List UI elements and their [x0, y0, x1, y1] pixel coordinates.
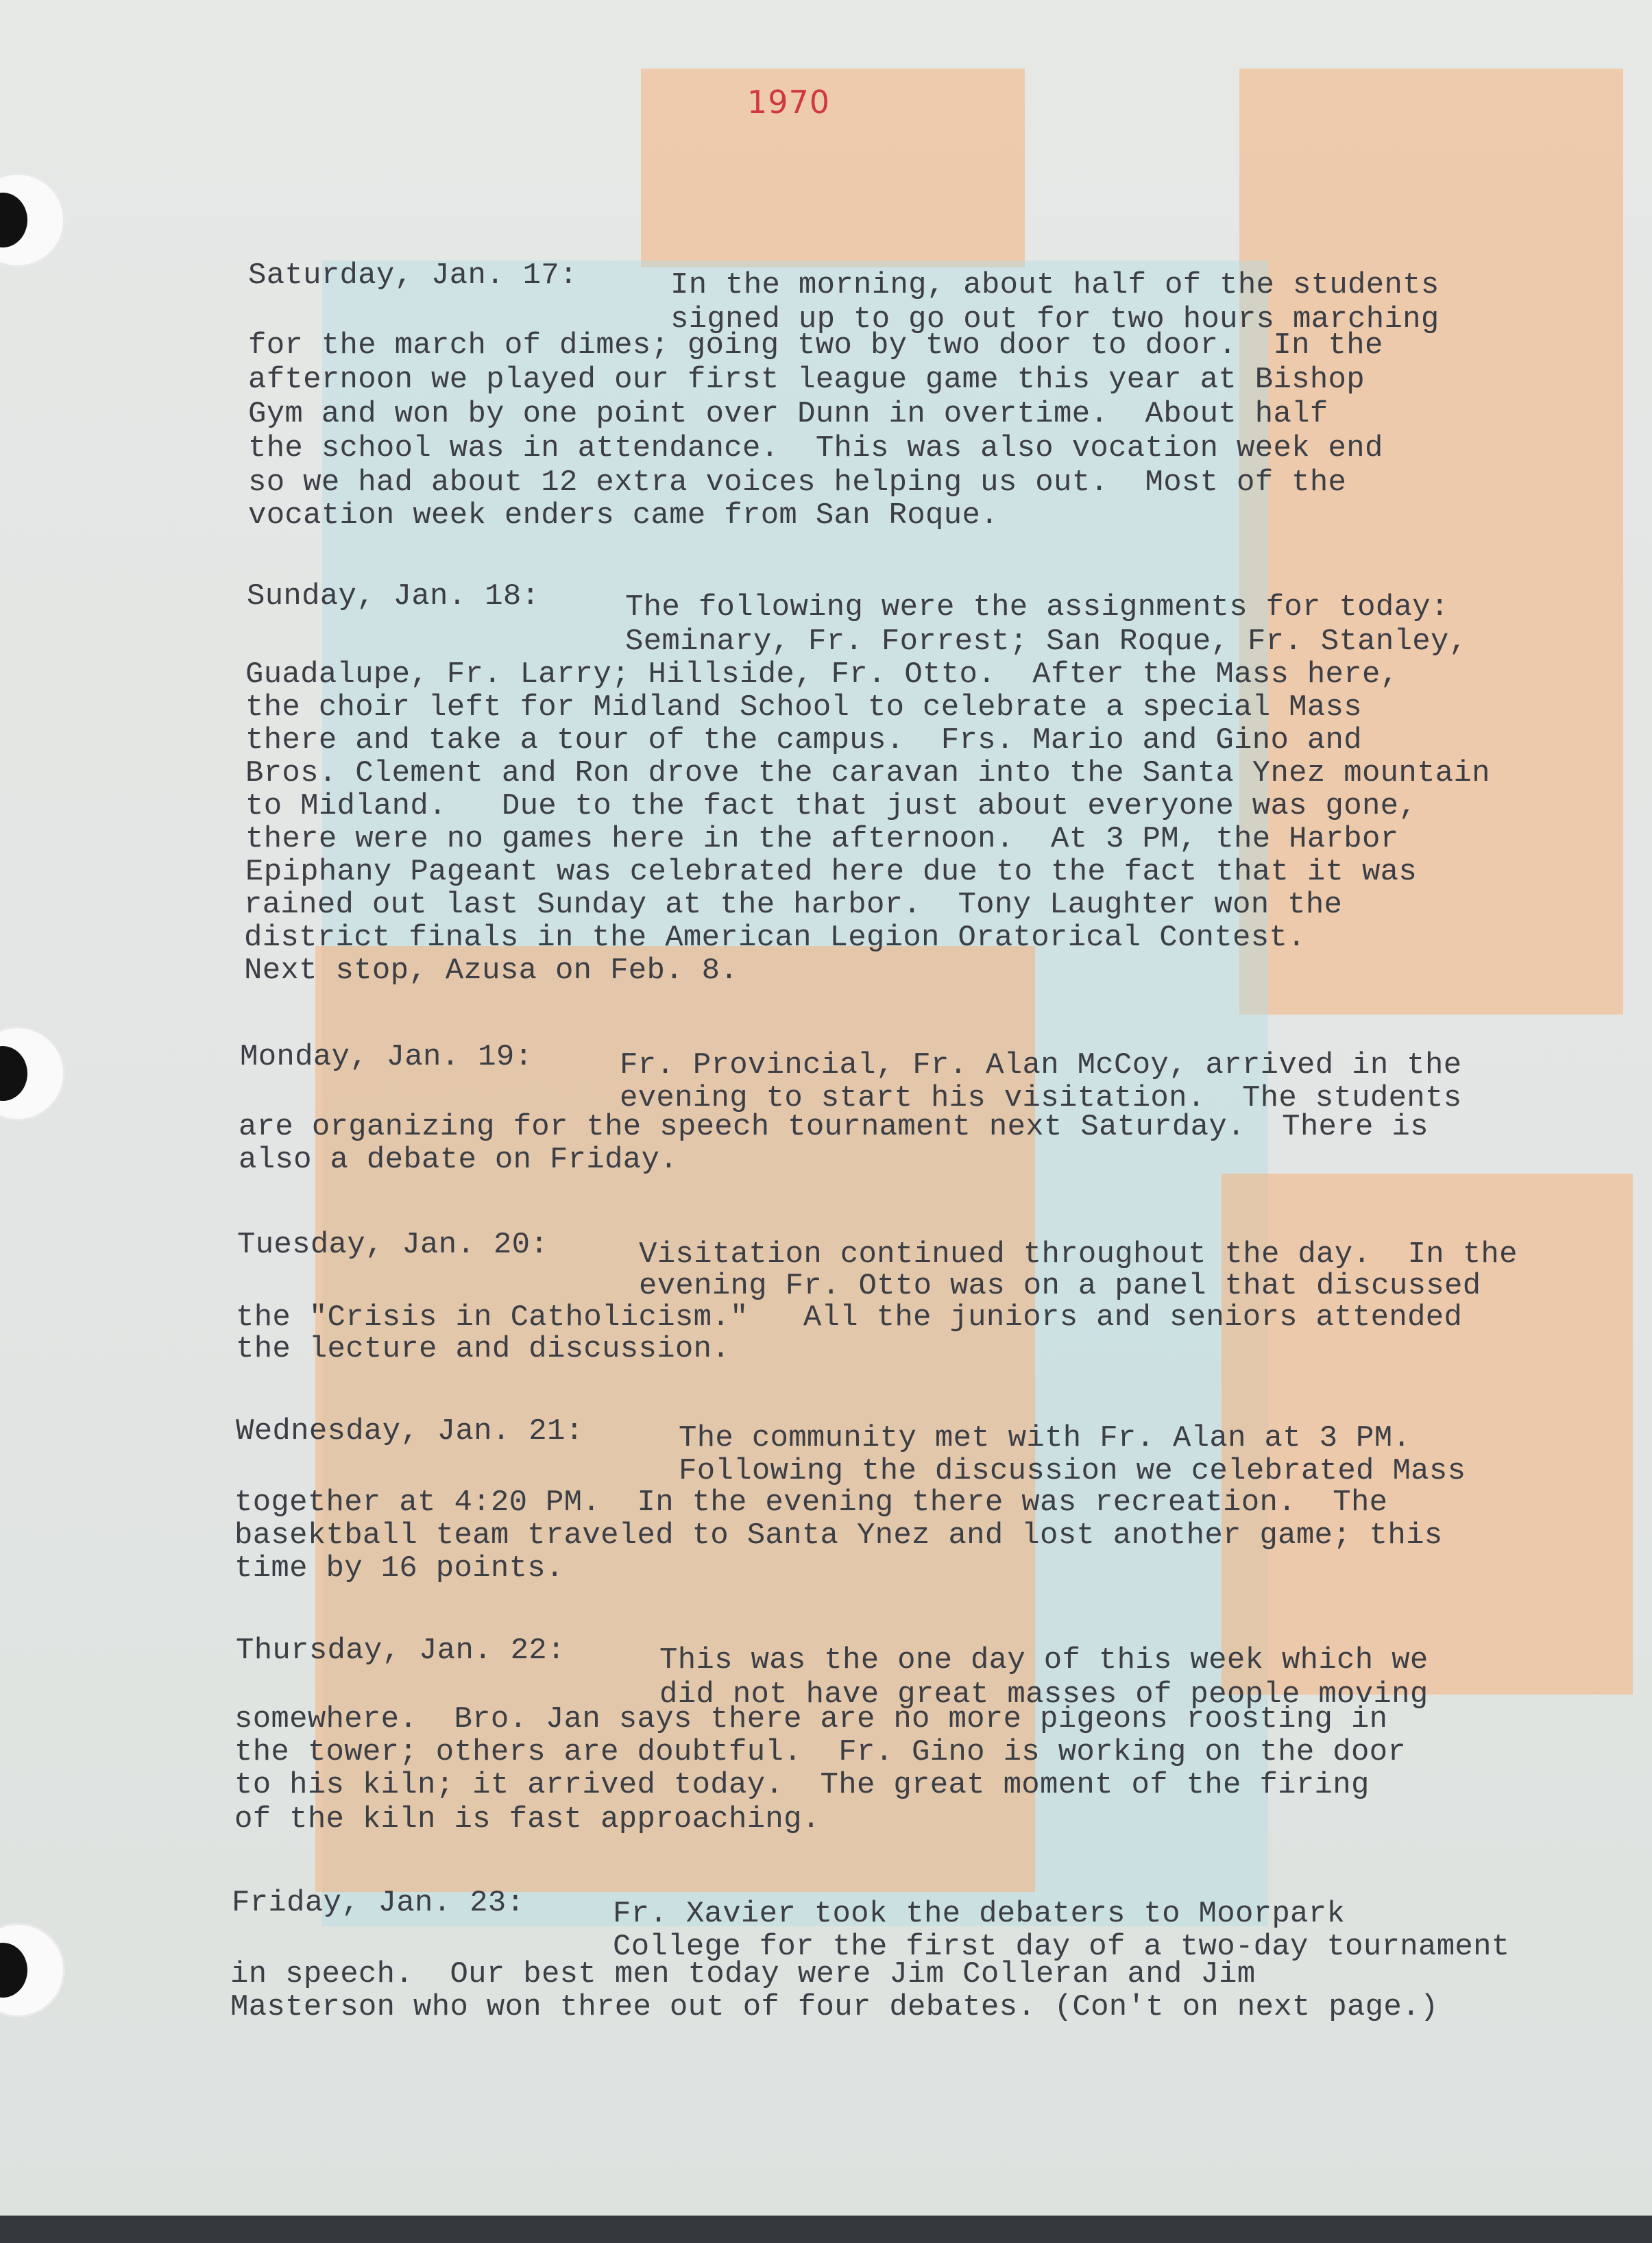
entry-line: basektball team traveled to Santa Ynez and lost another game; this — [234, 1518, 1443, 1553]
entry-first-line: Fr. Provincial, Fr. Alan McCoy, arrived in the — [620, 1048, 1462, 1082]
entry-line: Guadalupe, Fr. Larry; Hillside, Fr. Otto. After the Mass here, — [245, 657, 1399, 692]
entry-line: time by 16 points. — [234, 1551, 564, 1586]
entry-first-line: Fr. Xavier took the debaters to Moorpark — [613, 1897, 1346, 1931]
tape-stain-top-center — [641, 69, 1025, 267]
entry-line: did not have great masses of people moving — [659, 1677, 1429, 1712]
entry-line: also a debate on Friday. — [239, 1143, 678, 1177]
entry-line: of the kiln is fast approaching. — [234, 1802, 821, 1836]
entry-line: there and take a tour of the campus. Frs. Mario and Gino and — [245, 723, 1362, 757]
entry-line: to Midland. Due to the fact that just about everyone was gone, — [245, 789, 1418, 823]
entry-line: the school was in attendance. This was also vocation week end — [248, 431, 1383, 465]
entry-first-line: Visitation continued throughout the day. In the — [639, 1237, 1518, 1272]
entry-line: so we had about 12 extra voices helping us out. Most of the — [248, 465, 1347, 500]
entry-line: signed up to go out for two hours marching — [670, 302, 1440, 337]
entry-date: Thursday, Jan. 22: — [236, 1634, 566, 1668]
entry-line: the lecture and discussion. — [236, 1332, 731, 1366]
entry-line: Bros. Clement and Ron drove the caravan into the Santa Ynez mountain — [245, 757, 1490, 790]
entry-date: Saturday, Jan. 17: — [248, 258, 578, 293]
entry-line: there were no games here in the afternoon. At 3 PM, the Harbor — [245, 822, 1399, 856]
entry-line: College for the first day of a two-day tournament — [613, 1930, 1510, 1964]
entry-date: Tuesday, Jan. 20: — [237, 1228, 548, 1262]
entry-line: district finals in the American Legion Oratorical Contest. — [244, 921, 1306, 955]
entry-line: Gym and won by one point over Dunn in overtime. About half — [248, 397, 1328, 431]
entry-first-line: The community met with Fr. Alan at 3 PM. — [679, 1421, 1411, 1455]
year-annotation: 1970 — [747, 84, 831, 121]
page-bottom-edge — [0, 2216, 1652, 2243]
entry-line: evening to start his visitation. The students — [620, 1081, 1462, 1115]
entry-first-line: In the morning, about half of the students — [670, 268, 1440, 302]
entry-line: Next stop, Azusa on Feb. 8. — [244, 954, 739, 988]
entry-date: Friday, Jan. 23: — [232, 1886, 525, 1920]
entry-line: afternoon we played our first league game this year at Bishop — [248, 363, 1365, 397]
entry-line: for the march of dimes; going two by two door to door. In the — [248, 328, 1383, 363]
entry-date: Wednesday, Jan. 21: — [236, 1414, 584, 1448]
entry-line: in speech. Our best men today were Jim Colleran and Jim — [230, 1957, 1256, 1991]
entry-line: somewhere. Bro. Jan says there are no more pigeons roosting in — [234, 1702, 1388, 1736]
entry-line: to his kiln; it arrived today. The great moment of the firing — [234, 1768, 1370, 1802]
entry-line: Masterson who won three out of four debates. (Con't on next page.) — [230, 1990, 1439, 2024]
entry-line: are organizing for the speech tournament next Saturday. There is — [239, 1110, 1429, 1144]
entry-line: Epiphany Pageant was celebrated here due to the fact that it was — [245, 855, 1418, 889]
entry-line: vocation week enders came from San Roque. — [248, 498, 999, 533]
entry-line: Following the discussion we celebrated Mass — [679, 1454, 1466, 1488]
entry-line: rained out last Sunday at the harbor. Tony Laughter won the — [244, 888, 1343, 922]
entry-line: together at 4:20 PM. In the evening there was recreation. The — [234, 1486, 1388, 1520]
entry-date: Sunday, Jan. 18: — [247, 579, 540, 614]
entry-first-line: The following were the assignments for today: — [625, 590, 1449, 625]
entry-line: the "Crisis in Catholicism." All the juniors and seniors attended — [236, 1300, 1463, 1335]
entry-line: Seminary, Fr. Forrest; San Roque, Fr. Stanley, — [625, 625, 1468, 659]
entry-line: the tower; others are doubtful. Fr. Gino is working on the door — [234, 1735, 1407, 1769]
entry-line: the choir left for Midland School to celebrate a special Mass — [245, 690, 1362, 725]
entry-line: evening Fr. Otto was on a panel that discussed — [639, 1269, 1481, 1303]
entry-first-line: This was the one day of this week which we — [659, 1643, 1429, 1677]
entry-date: Monday, Jan. 19: — [240, 1040, 533, 1074]
